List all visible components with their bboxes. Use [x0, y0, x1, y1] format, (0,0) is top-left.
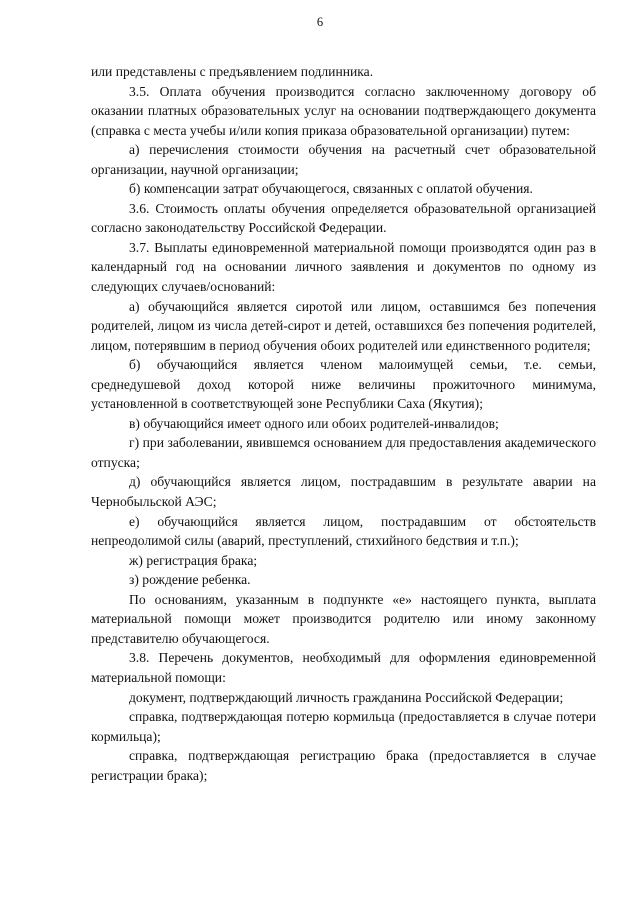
paragraph: а) обучающийся является сиротой или лицом, оставшимся без попечения родителей, лицом из числа детей-сирот и детей, оставшихся без попечения родителей, лицом, потерявшим в период обучения обоих родителей или единственного родителя;	[91, 298, 596, 353]
paragraph: б) компенсации затрат обучающегося, связанных с оплатой обучения.	[129, 181, 533, 197]
paragraph: ж) регистрация брака;	[129, 552, 258, 568]
paragraph: в) обучающийся имеет одного или обоих родителей-инвалидов;	[129, 415, 499, 431]
paragraph: 3.6. Стоимость оплаты обучения определяется образовательной организацией согласно законодательству Российской Федерации.	[91, 200, 596, 236]
paragraph: или представлены с предъявлением подлинника.	[91, 64, 374, 79]
paragraph: г) при заболевании, явившемся основанием для предоставления академического отпуска;	[91, 435, 596, 470]
paragraph: а) перечисления стоимости обучения на расчетный счет образовательной организации, научной организации;	[91, 142, 596, 177]
paragraph: б) обучающийся является членом малоимущей семьи, т.е. семьи, среднедушевой доход которой ниже величины прожиточного минимума, установленной в соответствующей зоне Республики Саха (Якутия);	[91, 357, 596, 412]
paragraph: 3.8. Перечень документов, необходимый для оформления единовременной материальной помощи:	[91, 650, 596, 685]
paragraph: документ, подтверждающий личность гражданина Российской Федерации;	[129, 689, 564, 705]
paragraph: По основаниям, указанным в подпункте «е» настоящего пункта, выплата материальной помощи может производится родителю или иному законному представителю обучающегося.	[91, 591, 596, 646]
paragraph: 3.7. Выплаты единовременной материальной помощи производятся один раз в календарный год на основании личного заявления и документов по одному из следующих случаев/оснований:	[91, 239, 596, 295]
paragraph: 3.5. Оплата обучения производится согласно заключенному договору об оказании платных образовательных услуг на основании подтверждающего документа (справка с места учебы и/или копия приказа образовательной организации) путем:	[91, 83, 596, 138]
document-body	[91, 62, 596, 785]
paragraph: справка, подтверждающая потерю кормильца (предоставляется в случае потери кормильца);	[91, 709, 596, 744]
paragraph: справка, подтверждающая регистрацию брака (предоставляется в случае регистрации брака);	[91, 748, 596, 783]
page-number: 6	[316, 15, 324, 29]
paragraph: д) обучающийся является лицом, пострадавшим в результате аварии на Чернобыльской АЭС;	[91, 474, 596, 510]
paragraph: е) обучающийся является лицом, пострадавшим от обстоятельств непреодолимой силы (аварий, преступлений, стихийного бедствия и т.п.);	[91, 513, 596, 549]
paragraph: з) рождение ребенка.	[129, 572, 251, 588]
